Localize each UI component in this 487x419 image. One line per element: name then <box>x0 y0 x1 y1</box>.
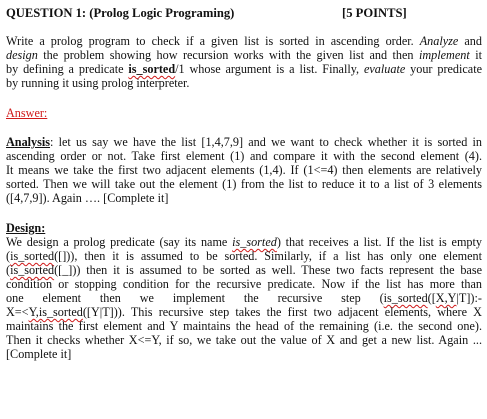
prompt-line-4: by running it using prolog interpreter. <box>6 76 190 90</box>
design-line-5 <box>6 291 482 305</box>
prompt-text: the problem showing how recursion works with the given list and then <box>37 48 419 62</box>
prompt-line-1 <box>6 34 482 48</box>
clause-vars: X,Y <box>435 291 457 305</box>
design-line-8: Then it checks whether X<=Y, if so, we take out the value of X and get a new list. Again ... <box>6 333 482 347</box>
prompt-text: and <box>458 34 482 48</box>
question-points: [5 POINTS] <box>342 6 407 20</box>
design-text: |T]):- <box>456 291 482 305</box>
analysis-line-5: ([4,7,9]). Again …. [Complete it] <box>6 191 169 205</box>
prompt-design: design <box>6 48 38 62</box>
design-word: implement <box>172 291 225 305</box>
design-word: one <box>6 291 24 305</box>
design-text: ([_])) then it is assumed to be sorted as well. These two facts represent the base <box>54 263 482 277</box>
question-title: QUESTION 1: (Prolog Logic Programing) <box>6 6 235 20</box>
analysis-line-1 <box>6 135 482 149</box>
design-word: element <box>42 291 82 305</box>
design-line-7: maintains the first element and Y maintains the head of the remaining (i.e. the second one). <box>6 319 482 333</box>
analysis-text: : let us say we have the list [1,4,7,9] and we want to check whether it is sorted in <box>50 135 482 149</box>
design-line-3 <box>6 263 482 277</box>
prompt-text: it <box>469 48 482 62</box>
predicate-name: is_sorted <box>10 249 55 263</box>
predicate-name: is_sorted <box>383 291 428 305</box>
design-word: we <box>139 291 154 305</box>
design-heading: Design: <box>6 221 46 235</box>
design-text: ([ <box>427 291 436 305</box>
design-text: ([Y|T])). This recursive step takes the first two adjacent elements, where X <box>82 305 482 319</box>
answer-label: Answer: <box>6 106 48 120</box>
prompt-evaluate: evaluate <box>363 62 406 76</box>
design-word: the <box>243 291 259 305</box>
analysis-line-3: It means we take the first two adjacent elements (1,4). If (1<=4) then elements are relatively <box>6 163 482 177</box>
prompt-analyze: Analyze <box>419 34 459 48</box>
prompt-line-3 <box>6 62 482 76</box>
design-line-6 <box>6 305 482 319</box>
design-line-2 <box>6 249 482 263</box>
prompt-implement: implement <box>418 48 470 62</box>
design-line-1 <box>6 235 482 249</box>
design-text: ( <box>6 249 11 263</box>
analysis-line-4: sorted. Then we will take out the element (1) from the list to reduce it to a list of 3 elements <box>6 177 482 191</box>
answer-label-row <box>6 106 482 120</box>
design-text: ( <box>6 263 11 277</box>
design-line-9: [Complete it] <box>6 347 72 361</box>
analysis-heading: Analysis <box>6 135 51 149</box>
design-text: ( <box>379 291 384 305</box>
prompt-text: by defining a predicate <box>6 62 129 76</box>
design-word: then <box>99 291 121 305</box>
design-word: recursive <box>277 291 323 305</box>
predicate-name: is_sorted <box>10 263 55 277</box>
predicate-name: Y,is_sorted <box>28 305 83 319</box>
prompt-text: your predicate <box>405 62 483 76</box>
recursive-clause-head <box>380 291 482 305</box>
design-text: ) that receives a list. If the list is empty <box>276 235 482 249</box>
prompt-text: Write a prolog program to check if a given list is sorted in ascending order. <box>6 34 420 48</box>
design-heading-row <box>6 221 482 235</box>
design-text: ([])), then it is assumed to be sorted. Similarly, if a list has only one element <box>54 249 482 263</box>
design-line-4: condition or stopping condition for the recursive predicate. Now if the list has more than <box>6 277 482 291</box>
design-word: step <box>341 291 361 305</box>
design-text: X=< <box>6 305 29 319</box>
design-text: We design a prolog predicate (say its name <box>6 235 233 249</box>
prompt-text: /1 whose argument is a list. Finally, <box>175 62 364 76</box>
analysis-line-2: ascending order or not. Take first element (1) and compare it with the second element (4). <box>6 149 482 163</box>
prompt-line-2 <box>6 48 482 62</box>
predicate-name: is_sorted <box>232 235 277 249</box>
predicate-name: is_sorted <box>128 62 176 76</box>
question-header <box>6 6 482 20</box>
